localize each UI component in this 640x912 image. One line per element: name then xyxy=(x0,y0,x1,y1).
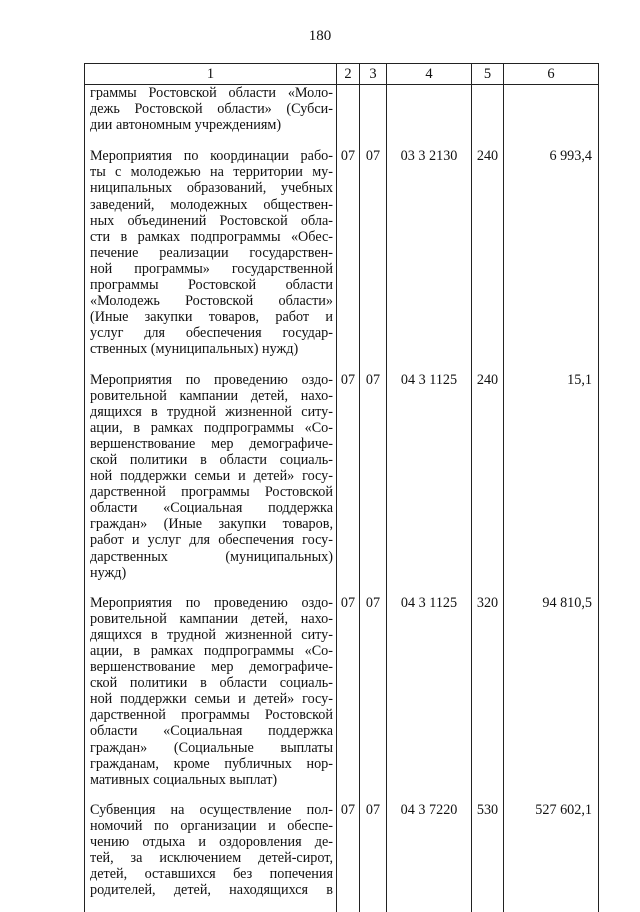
description-line: сти в рамках подпрограммы «Обес- xyxy=(90,228,333,245)
table-row xyxy=(85,372,599,595)
description-line: ации, в рамках подпрограммы «Со- xyxy=(90,643,333,659)
row-target-code: 04 3 1125 xyxy=(387,372,472,595)
row-description xyxy=(85,148,337,371)
description-line: дящихся в трудной жизненной ситу- xyxy=(90,403,333,420)
description-line: дарственной программы Ростовской xyxy=(90,484,333,501)
description-line: (Иные закупки товаров, работ и xyxy=(90,309,333,326)
header-col-2: 2 xyxy=(337,64,360,85)
row-amount: 15,1 xyxy=(504,372,599,595)
row-amount: 6 993,4 xyxy=(504,148,599,371)
description-line: печение реализации государствен- xyxy=(90,244,333,261)
description-line: нужд) xyxy=(90,564,127,581)
row-section: 07 xyxy=(337,148,360,371)
row-expense-type: 240 xyxy=(472,372,504,595)
row-target-code: 04 3 7220 xyxy=(387,802,472,912)
description-line: родителей, детей, находящихся в xyxy=(90,882,333,899)
row-amount: 527 602,1 xyxy=(504,802,599,912)
row-subsection: 07 xyxy=(360,595,387,802)
description-line: ации, в рамках подпрограммы «Со- xyxy=(90,419,333,436)
row-section: 07 xyxy=(337,802,360,912)
budget-table xyxy=(84,63,599,912)
description-line: граждан» (Социальные выплаты xyxy=(90,739,333,756)
row-description xyxy=(85,802,337,912)
row-subsection: 07 xyxy=(360,802,387,912)
description-line: номочий по организации и обеспе- xyxy=(90,817,333,834)
table-row xyxy=(85,802,599,912)
description-line: области «Социальная поддержка xyxy=(90,500,333,517)
row-amount: 94 810,5 xyxy=(504,595,599,802)
row-section: 07 xyxy=(337,595,360,802)
description-line: дарственных (муниципальных) xyxy=(90,548,333,565)
description-line: вершенствование мер демографиче- xyxy=(90,435,333,452)
description-line: ской политики в области социаль- xyxy=(90,451,333,468)
description-line: Мероприятия по проведению оздо- xyxy=(90,371,333,388)
description-line: заведений, молодежных обществен- xyxy=(90,196,333,213)
row-target-code: 03 3 2130 xyxy=(387,148,472,371)
header-col-6: 6 xyxy=(504,64,599,85)
row-target-code: 04 3 1125 xyxy=(387,595,472,802)
description-line: Мероприятия по проведению оздо- xyxy=(90,594,333,611)
row-subsection xyxy=(360,85,387,149)
description-line: ты с молодежью на территории му- xyxy=(90,164,333,181)
description-line: ровительной кампании детей, нахо- xyxy=(90,610,333,627)
description-line: «Молодежь Ростовской области» xyxy=(90,293,333,310)
header-col-1: 1 xyxy=(85,64,337,85)
description-line: ровительной кампании детей, нахо- xyxy=(90,387,333,404)
table-row xyxy=(85,595,599,802)
description-line: Мероприятия по координации рабо- xyxy=(90,148,333,165)
page-number: 180 xyxy=(308,28,332,44)
row-subsection: 07 xyxy=(360,372,387,595)
row-target-code xyxy=(387,85,472,149)
header-col-4: 4 xyxy=(387,64,472,85)
row-description xyxy=(85,85,337,149)
table-row xyxy=(85,85,599,149)
row-expense-type: 240 xyxy=(472,148,504,371)
description-line: ской политики в области социаль- xyxy=(90,675,333,692)
description-line: мативных социальных выплат) xyxy=(90,771,278,788)
row-section: 07 xyxy=(337,372,360,595)
description-line: области «Социальная поддержка xyxy=(90,723,333,740)
row-expense-type xyxy=(472,85,504,149)
description-line: гражданам, кроме публичных нор- xyxy=(90,755,333,772)
row-subsection: 07 xyxy=(360,148,387,371)
row-amount xyxy=(504,85,599,149)
description-line: дящихся в трудной жизненной ситу- xyxy=(90,626,333,643)
row-description xyxy=(85,372,337,595)
header-col-5: 5 xyxy=(472,64,504,85)
description-line: вершенствование мер демографиче- xyxy=(90,659,333,676)
description-line: ных объединений Ростовской обла- xyxy=(90,212,333,229)
row-expense-type: 530 xyxy=(472,802,504,912)
description-line: дежь Ростовской области» (Субси- xyxy=(90,101,333,118)
description-line: ной поддержки семьи и детей» госу- xyxy=(90,691,333,708)
description-line: работ и услуг для обеспечения госу- xyxy=(90,532,333,549)
header-col-3: 3 xyxy=(360,64,387,85)
description-line: услуг для обеспечения государ- xyxy=(90,325,333,342)
description-line: граждан» (Иные закупки товаров, xyxy=(90,516,333,533)
description-line: ной программы» государственной xyxy=(90,260,333,277)
description-line: чению отдыха и оздоровления де- xyxy=(90,834,333,851)
description-line: граммы Ростовской области «Моло- xyxy=(90,85,333,101)
description-line: ной поддержки семьи и детей» госу- xyxy=(90,468,333,485)
description-line: детей, оставшихся без попечения xyxy=(90,866,333,883)
row-expense-type: 320 xyxy=(472,595,504,802)
table-row xyxy=(85,148,599,371)
row-section xyxy=(337,85,360,149)
description-line: дарственной программы Ростовской xyxy=(90,707,333,724)
description-line: ственных (муниципальных) нужд) xyxy=(90,341,299,358)
table-header-row xyxy=(85,64,599,85)
description-line: программы Ростовской области xyxy=(90,277,333,294)
description-line: ниципальных образований, учебных xyxy=(90,180,333,197)
description-line: тей, за исключением детей-сирот, xyxy=(90,850,333,867)
description-line: Субвенция на осуществление пол- xyxy=(90,801,333,818)
description-line: дии автономным учреждениям) xyxy=(90,117,282,134)
row-description xyxy=(85,595,337,802)
